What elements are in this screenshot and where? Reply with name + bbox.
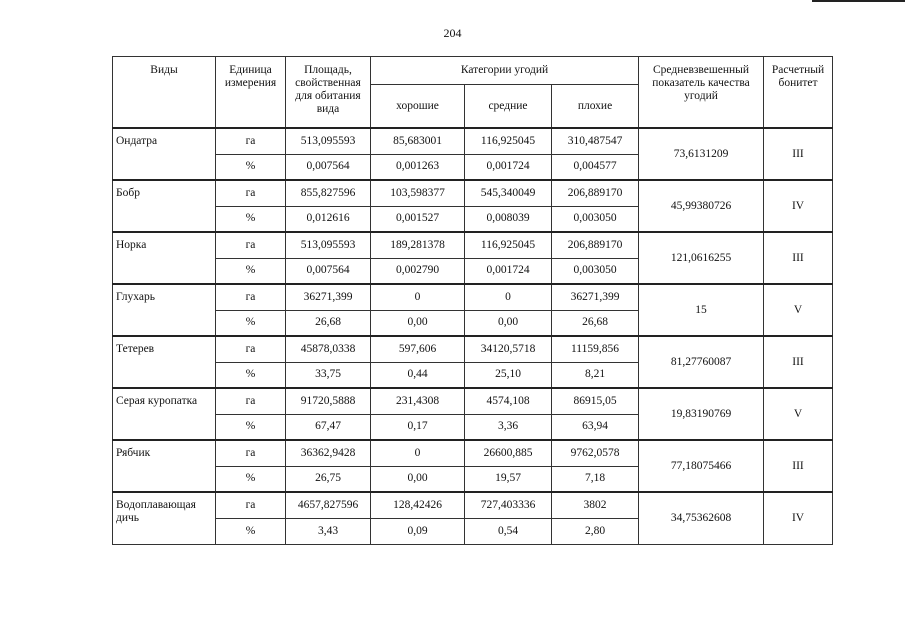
cell-medium: 116,925045 (465, 232, 552, 258)
cell-area: 0,012616 (286, 206, 371, 232)
species-name: Тетерев (113, 336, 216, 388)
cell-poor: 7,18 (552, 466, 639, 492)
cell-area: 45878,0338 (286, 336, 371, 362)
cell-unit: % (216, 362, 286, 388)
species-group (113, 440, 833, 492)
cell-good: 0,001527 (371, 206, 465, 232)
species-group (113, 492, 833, 544)
header-area: Площадь, свойственная для обитания вида (286, 57, 371, 129)
cell-area: 26,75 (286, 466, 371, 492)
cell-medium: 0,001724 (465, 258, 552, 284)
cell-poor: 9762,0578 (552, 440, 639, 466)
table-header (113, 57, 833, 129)
cell-poor: 0,003050 (552, 258, 639, 284)
cell-medium: 19,57 (465, 466, 552, 492)
header-bonitet: Расчетный бонитет (764, 57, 833, 129)
cell-poor: 86915,05 (552, 388, 639, 414)
cell-medium: 545,340049 (465, 180, 552, 206)
bonitet-class: IV (764, 492, 833, 544)
page-number: 204 (443, 26, 462, 40)
cell-poor: 310,487547 (552, 128, 639, 154)
cell-medium: 26600,885 (465, 440, 552, 466)
cell-unit: га (216, 492, 286, 518)
bonitet-class: IV (764, 180, 833, 232)
cell-area: 33,75 (286, 362, 371, 388)
species-group (113, 128, 833, 180)
cell-medium: 0,001724 (465, 154, 552, 180)
cell-unit: га (216, 440, 286, 466)
cell-unit: % (216, 258, 286, 284)
cell-good: 85,683001 (371, 128, 465, 154)
cell-good: 0 (371, 284, 465, 310)
cell-unit: га (216, 232, 286, 258)
quality-index: 15 (639, 284, 764, 336)
quality-index: 19,83190769 (639, 388, 764, 440)
species-name: Глухарь (113, 284, 216, 336)
cell-medium: 25,10 (465, 362, 552, 388)
bonitet-class: V (764, 388, 833, 440)
header-categories: Категории угодий (371, 57, 639, 85)
cell-unit: га (216, 180, 286, 206)
cell-poor: 36271,399 (552, 284, 639, 310)
cell-poor: 11159,856 (552, 336, 639, 362)
header-quality: Средневзвешенный показатель качества угодий (639, 57, 764, 129)
cell-poor: 3802 (552, 492, 639, 518)
cell-medium: 727,403336 (465, 492, 552, 518)
cell-area: 513,095593 (286, 128, 371, 154)
cell-good: 0 (371, 440, 465, 466)
cell-unit: % (216, 154, 286, 180)
cell-medium: 34120,5718 (465, 336, 552, 362)
cell-unit: га (216, 336, 286, 362)
cell-area: 855,827596 (286, 180, 371, 206)
header-species: Виды (113, 57, 216, 129)
species-group (113, 388, 833, 440)
species-group (113, 284, 833, 336)
quality-index: 34,75362608 (639, 492, 764, 544)
species-name: Ондатра (113, 128, 216, 180)
species-name: Рябчик (113, 440, 216, 492)
species-group (113, 336, 833, 388)
cell-medium: 0,00 (465, 310, 552, 336)
cell-area: 36362,9428 (286, 440, 371, 466)
cell-good: 189,281378 (371, 232, 465, 258)
bonitet-class: V (764, 284, 833, 336)
header-good: хорошие (371, 85, 465, 129)
cell-unit: % (216, 414, 286, 440)
cell-good: 0,001263 (371, 154, 465, 180)
quality-index: 77,18075466 (639, 440, 764, 492)
cell-good: 0,002790 (371, 258, 465, 284)
bonitet-class: III (764, 232, 833, 284)
quality-index: 81,27760087 (639, 336, 764, 388)
cell-medium: 4574,108 (465, 388, 552, 414)
cell-area: 513,095593 (286, 232, 371, 258)
species-name: Бобр (113, 180, 216, 232)
cell-good: 0,00 (371, 310, 465, 336)
bonitet-class: III (764, 336, 833, 388)
cell-area: 67,47 (286, 414, 371, 440)
table-row (113, 232, 833, 258)
species-group (113, 232, 833, 284)
header-poor: плохие (552, 85, 639, 129)
cell-unit: % (216, 518, 286, 544)
cell-good: 0,09 (371, 518, 465, 544)
cell-area: 36271,399 (286, 284, 371, 310)
cell-poor: 206,889170 (552, 232, 639, 258)
quality-index: 121,0616255 (639, 232, 764, 284)
quality-index: 45,99380726 (639, 180, 764, 232)
header-medium: средние (465, 85, 552, 129)
species-name: Серая куропатка (113, 388, 216, 440)
cell-poor: 2,80 (552, 518, 639, 544)
bonitet-class: III (764, 440, 833, 492)
cell-area: 4657,827596 (286, 492, 371, 518)
cell-unit: % (216, 310, 286, 336)
table-row (113, 336, 833, 362)
cell-unit: % (216, 466, 286, 492)
cell-good: 0,17 (371, 414, 465, 440)
species-name: Водоплавающая дичь (113, 492, 216, 544)
table-row (113, 284, 833, 310)
cell-poor: 0,003050 (552, 206, 639, 232)
cell-area: 3,43 (286, 518, 371, 544)
table-row (113, 128, 833, 154)
cell-area: 0,007564 (286, 154, 371, 180)
cell-poor: 63,94 (552, 414, 639, 440)
cell-unit: га (216, 128, 286, 154)
habitat-quality-table (112, 56, 833, 545)
cell-poor: 206,889170 (552, 180, 639, 206)
cell-good: 0,44 (371, 362, 465, 388)
cell-area: 0,007564 (286, 258, 371, 284)
cell-unit: га (216, 388, 286, 414)
cell-poor: 0,004577 (552, 154, 639, 180)
cell-medium: 116,925045 (465, 128, 552, 154)
cell-area: 26,68 (286, 310, 371, 336)
cell-area: 91720,5888 (286, 388, 371, 414)
cell-medium: 3,36 (465, 414, 552, 440)
species-group (113, 180, 833, 232)
table-row (113, 388, 833, 414)
cell-good: 128,42426 (371, 492, 465, 518)
cell-good: 0,00 (371, 466, 465, 492)
table-row (113, 440, 833, 466)
header-unit: Единица измерения (216, 57, 286, 129)
cell-medium: 0,008039 (465, 206, 552, 232)
cell-poor: 8,21 (552, 362, 639, 388)
cell-medium: 0,54 (465, 518, 552, 544)
cell-unit: га (216, 284, 286, 310)
quality-index: 73,6131209 (639, 128, 764, 180)
cell-unit: % (216, 206, 286, 232)
top-rule (812, 0, 905, 2)
bonitet-class: III (764, 128, 833, 180)
cell-medium: 0 (465, 284, 552, 310)
table-row (113, 492, 833, 518)
cell-good: 103,598377 (371, 180, 465, 206)
species-name: Норка (113, 232, 216, 284)
table-row (113, 180, 833, 206)
cell-good: 597,606 (371, 336, 465, 362)
cell-poor: 26,68 (552, 310, 639, 336)
cell-good: 231,4308 (371, 388, 465, 414)
